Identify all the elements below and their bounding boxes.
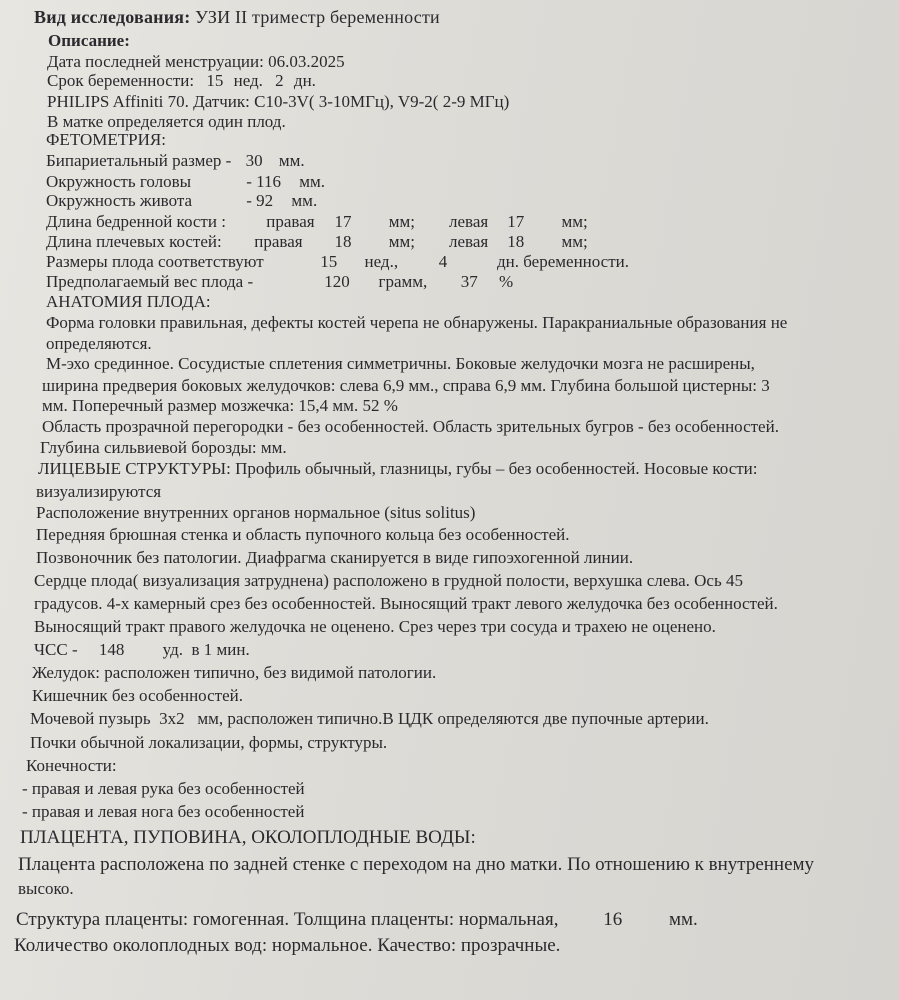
term-label: Срок беременности:	[47, 71, 195, 90]
hc-line	[46, 172, 325, 192]
anatomy-heading: АНАТОМИЯ ПЛОДА:	[46, 292, 211, 311]
hc-label: Окружность головы	[46, 172, 192, 191]
placenta-line: Плацента расположена по задней стенке с переходом на дно матки. По отношению к внутреннему	[18, 854, 815, 875]
ac-label: Окружность живота	[46, 191, 193, 210]
weight-label: Предполагаемый вес плода -	[46, 272, 254, 291]
device-line: PHILIPS Affiniti 70. Датчик: С10-3V( 3-10МГц), V9-2( 2-9 МГц)	[47, 92, 510, 111]
humerus-left-label: левая	[449, 232, 489, 251]
term-days-unit: дн.	[293, 71, 316, 90]
ac-value: - 92	[246, 191, 274, 210]
weight-value: 120	[324, 272, 350, 291]
anatomy-line: Форма головки правильная, дефекты костей черепа не обнаружены. Паракраниальные образования не	[46, 313, 788, 332]
femur-left-label: левая	[449, 212, 489, 231]
hc-value: - 116	[246, 172, 282, 191]
anatomy-line: М-эхо срединное. Сосудистые сплетения симметричны. Боковые желудочки мозга не расширены,	[46, 354, 755, 373]
bpd-unit: мм.	[278, 151, 305, 170]
bpd-value: 30	[245, 151, 263, 170]
humerus-line	[46, 232, 588, 252]
weight-line	[46, 272, 513, 292]
size-days: 4	[438, 252, 448, 271]
size-weeks-unit: нед.,	[364, 252, 399, 271]
bpd-line	[46, 151, 305, 171]
anatomy-line: Передняя брюшная стенка и область пупочного кольца без особенностей.	[36, 525, 570, 544]
anatomy-line: Конечности:	[26, 756, 117, 775]
bpd-label: Бипариетальный размер -	[46, 151, 232, 170]
hc-unit: мм.	[299, 172, 326, 191]
anatomy-line: визуализируются	[36, 482, 162, 501]
anatomy-line: Область прозрачной перегородки - без особенностей. Область зрительных бугров - без особенностей.	[42, 417, 779, 436]
humerus-right-unit: мм;	[388, 232, 415, 251]
anatomy-line: ЛИЦЕВЫЕ СТРУКТУРЫ: Профиль обычный, глазницы, губы – без особенностей. Носовые кости:	[38, 459, 758, 478]
anatomy-line: Сердце плода( визуализация затруднена) расположено в грудной полости, верхушка слева. Ось 45	[34, 571, 743, 590]
ac-line	[46, 191, 317, 211]
fetus-count-line: В матке определяется один плод.	[47, 112, 286, 131]
ac-unit: мм.	[291, 191, 318, 210]
term-weeks: 15	[206, 71, 224, 90]
placenta-thickness-label: Структура плаценты: гомогенная. Толщина плаценты: нормальная,	[16, 909, 559, 930]
size-label: Размеры плода соответствуют	[46, 252, 264, 271]
anatomy-line: Расположение внутренних органов нормальное (situs solitus)	[36, 503, 476, 522]
hr-line: ЧСС - 148 уд. в 1 мин.	[34, 640, 250, 659]
anatomy-line: - правая и левая рука без особенностей	[22, 779, 305, 798]
femur-left-value: 17	[507, 212, 525, 231]
term-weeks-unit: нед.	[233, 71, 263, 90]
placenta-heading: ПЛАЦЕНТА, ПУПОВИНА, ОКОЛОПЛОДНЫЕ ВОДЫ:	[20, 827, 476, 848]
exam-type-value: УЗИ II триместр беременности	[195, 7, 440, 27]
humerus-left-unit: мм;	[561, 232, 588, 251]
anatomy-line: - правая и левая нога без особенностей	[22, 802, 305, 821]
humerus-right-label: правая	[254, 232, 303, 251]
humerus-label: Длина плечевых костей:	[46, 232, 222, 251]
anatomy-line: Мочевой пузырь 3x2 мм, расположен типично.В ЦДК определяются две пупочные артерии.	[30, 709, 709, 728]
term-line	[47, 71, 316, 91]
anatomy-line: Почки обычной локализации, формы, структуры.	[30, 733, 388, 752]
weight-unit: грамм,	[378, 272, 428, 291]
anatomy-line: Глубина сильвиевой борозды: мм.	[40, 438, 287, 457]
fetometry-heading: ФЕТОМЕТРИЯ:	[46, 130, 166, 149]
term-days: 2	[275, 71, 284, 90]
anatomy-line: ширина предверия боковых желудочков: слева 6,9 мм., справа 6,9 мм. Глубина большой цистерны: 3	[42, 376, 770, 395]
placenta-line: высоко.	[18, 879, 74, 898]
femur-label: Длина бедренной кости :	[46, 212, 226, 231]
humerus-right-value: 18	[334, 232, 352, 251]
anatomy-line: Желудок: расположен типично, без видимой патологии.	[32, 663, 437, 682]
femur-right-value: 17	[334, 212, 352, 231]
femur-line	[46, 212, 588, 232]
anatomy-line: Выносящий тракт правого желудочка не оценено. Срез через три сосуда и трахею не оценено.	[34, 617, 716, 636]
size-line	[46, 252, 629, 272]
description-heading: Описание:	[48, 31, 130, 50]
placenta-thickness-line	[16, 910, 698, 930]
femur-right-label: правая	[266, 212, 315, 231]
anatomy-line: определяются.	[46, 334, 152, 353]
anatomy-line: Кишечник без особенностей.	[32, 686, 243, 705]
placenta-thickness-unit: мм.	[668, 909, 698, 930]
placenta-thickness-value: 16	[603, 909, 623, 930]
weight-pct: 37	[460, 272, 478, 291]
femur-right-unit: мм;	[388, 212, 415, 231]
placenta-line: Количество околоплодных вод: нормальное. Качество: прозрачные.	[14, 935, 561, 956]
femur-left-unit: мм;	[561, 212, 588, 231]
humerus-left-value: 18	[507, 232, 525, 251]
lmp-line: Дата последней менструации: 06.03.2025	[47, 52, 345, 71]
anatomy-line: градусов. 4-х камерный срез без особенностей. Выносящий тракт левого желудочка без особенностей.	[34, 594, 778, 613]
size-weeks: 15	[320, 252, 338, 271]
size-days-unit: дн. беременности.	[497, 252, 630, 271]
anatomy-line: мм. Поперечный размер мозжечка: 15,4 мм. 52 %	[42, 396, 398, 415]
weight-pct-unit: %	[499, 272, 514, 291]
anatomy-line: Позвоночник без патологии. Диафрагма сканируется в виде гипоэхогенной линии.	[36, 548, 634, 567]
exam-type-line	[34, 7, 440, 27]
exam-type-label: Вид исследования:	[34, 7, 191, 27]
